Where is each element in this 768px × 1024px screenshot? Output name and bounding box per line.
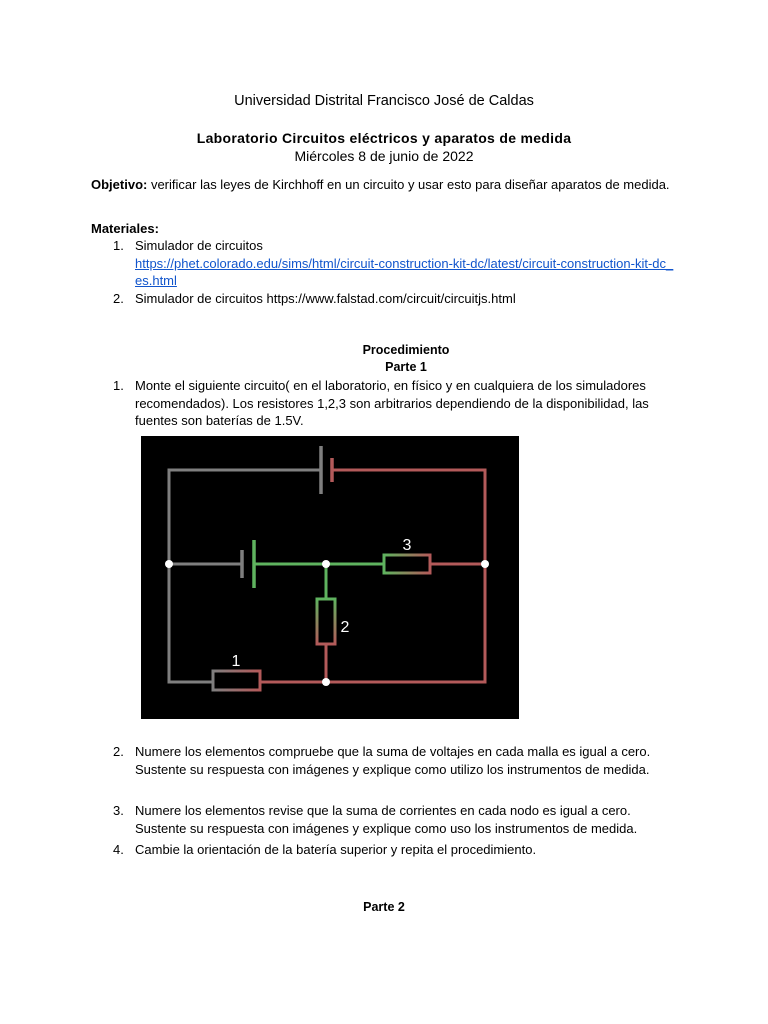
node-bottom	[322, 678, 330, 686]
list-number: 3.	[113, 803, 124, 818]
node-left	[165, 560, 173, 568]
circuit-background	[141, 436, 519, 719]
resistor-1-label: 1	[231, 653, 241, 670]
lab-title: Laboratorio Circuitos eléctricos y aparatos de medida	[196, 130, 572, 146]
circuit-diagram	[141, 436, 519, 719]
node-center	[322, 560, 330, 568]
step-text: Numere los elementos compruebe que la suma de voltajes en cada malla es igual a cero. Sustente su respuesta con imágenes y explique como utilizo los instrumentos de medida.	[135, 744, 651, 777]
objective-text: verificar las leyes de Kirchhoff en un circuito y usar esto para diseñar aparatos de medida.	[147, 177, 670, 192]
list-number: 1.	[113, 238, 124, 253]
part-2-heading: Parte 2	[363, 900, 405, 914]
resistor-3-label: 3	[402, 537, 412, 554]
part-1-heading: Parte 1	[385, 360, 427, 374]
list-number: 1.	[113, 378, 124, 393]
materials-item-text: Simulador de circuitos https://www.falstad.com/circuit/circuitjs.html	[135, 291, 516, 306]
step-text: Monte el siguiente circuito( en el laboratorio, en físico y en cualquiera de los simuladores recomendados). Los resistores 1,2,3 son arbitrarios dependiendo de la disponibilidad, las fuentes son baterías de 1.5V.	[135, 378, 649, 428]
materials-heading: Materiales:	[91, 221, 159, 236]
list-number: 4.	[113, 842, 124, 857]
lab-date: Miércoles 8 de junio de 2022	[294, 148, 474, 164]
step-text: Cambie la orientación de la batería superior y repita el procedimiento.	[135, 842, 537, 857]
phet-simulator-link[interactable]: https://phet.colorado.edu/sims/html/circuit-construction-kit-dc/latest/circuit-construction-kit-dc_es.html	[135, 255, 674, 288]
materials-item-text: Simulador de circuitos	[135, 238, 263, 253]
list-number: 2.	[113, 291, 124, 306]
procedure-heading: Procedimiento	[362, 343, 450, 357]
objective-paragraph	[91, 176, 681, 193]
university-name: Universidad Distrital Francisco José de Caldas	[234, 93, 534, 109]
resistor-2-label: 2	[340, 619, 350, 636]
step-text: Numere los elementos revise que la suma de corrientes en cada nodo es igual a cero. Sustente su respuesta con imágenes y explique como uso los instrumentos de medida.	[135, 803, 638, 836]
node-right	[481, 560, 489, 568]
list-number: 2.	[113, 744, 124, 759]
objective-label: Objetivo:	[91, 177, 148, 192]
